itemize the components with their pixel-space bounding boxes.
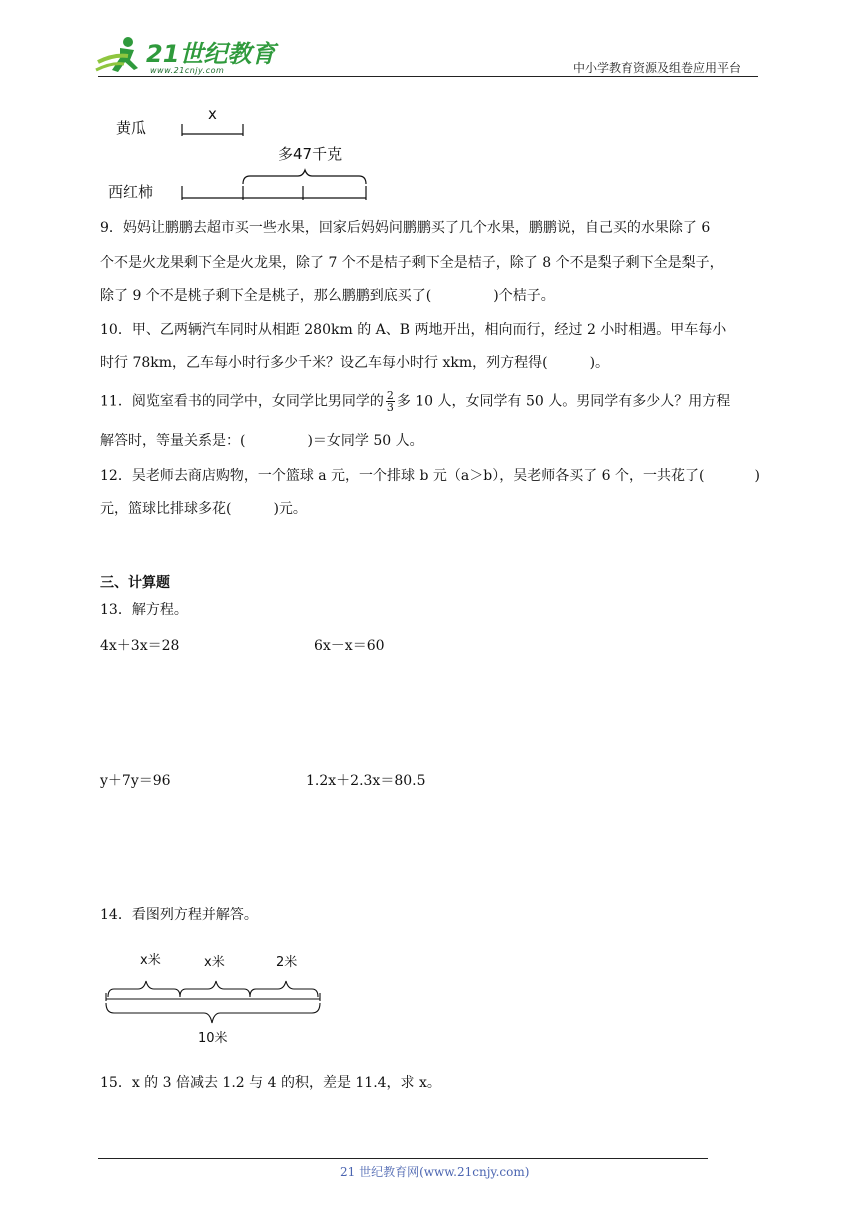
segment-braces bbox=[100, 945, 330, 1050]
logo-url-text: www.21cnjy.com bbox=[150, 66, 225, 75]
label-more-47kg: 多47千克 bbox=[278, 145, 343, 163]
question-12-line2-text: 元，篮球比排球多花( bbox=[100, 501, 232, 517]
header bbox=[0, 0, 860, 80]
equation-3: y＋7y＝96 bbox=[100, 773, 171, 789]
question-12-line2-end: )元。 bbox=[273, 501, 307, 517]
label-seg3-2-meters: 2米 bbox=[276, 955, 298, 970]
segment-lines bbox=[100, 100, 400, 205]
label-seg1-x-meters: x米 bbox=[140, 953, 161, 968]
question-10-line1: 10．甲、乙两辆汽车同时从相距 280km 的 A、B 两地开出，相向而行，经过 2 小时相遇。甲车每小 bbox=[100, 322, 727, 338]
question-12-line1-text: 12．吴老师去商店购物，一个篮球 a 元，一个排球 b 元（a＞b），吴老师各买了 6 个，一共花了( bbox=[100, 468, 705, 484]
label-cucumber: 黄瓜 bbox=[116, 119, 147, 137]
question-9-line1: 9．妈妈让鹏鹏去超市买一些水果，回家后妈妈问鹏鹏买了几个水果，鹏鹏说，自己买的水果除了 6 bbox=[100, 220, 711, 236]
equation-4: 1.2x＋2.3x＝80.5 bbox=[306, 773, 426, 789]
question-9-line3-end: )个桔子。 bbox=[493, 288, 555, 304]
question-13-prompt: 13．解方程。 bbox=[100, 602, 188, 618]
question-12-line2 bbox=[100, 499, 307, 519]
equation-1: 4x＋3x＝28 bbox=[100, 638, 180, 654]
question-12-line1 bbox=[100, 466, 760, 486]
label-seg2-x-meters: x米 bbox=[204, 955, 225, 970]
question-10-line2 bbox=[100, 353, 609, 373]
question-11-line1-rest: 多 10 人，女同学有 50 人。男同学有多少人？用方程 bbox=[396, 393, 731, 410]
question-9-line3-text: 除了 9 个不是桃子剩下全是桃子，那么鹏鹏到底买了( bbox=[100, 288, 432, 304]
footer-text: 21 世纪教育网(www.21cnjy.com) bbox=[340, 1165, 530, 1179]
section-title-calculation: 三、计算题 bbox=[100, 575, 170, 591]
header-divider bbox=[98, 76, 758, 77]
header-tagline: 中小学教育资源及组卷应用平台 bbox=[573, 61, 742, 75]
question-10-line2-text: 时行 78km，乙车每小时行多少千米？设乙车每小时行 xkm，列方程得( bbox=[100, 355, 548, 371]
question-15-prompt: 15．x 的 3 倍减去 1.2 与 4 的积，差是 11.4，求 x。 bbox=[100, 1075, 441, 1091]
fraction-denominator: 3 bbox=[386, 401, 394, 414]
label-x: x bbox=[208, 105, 217, 123]
question-11-line1 bbox=[100, 390, 730, 413]
footer-divider bbox=[98, 1158, 708, 1159]
segment-diagram-10m bbox=[100, 945, 330, 1050]
question-9-line2: 个不是火龙果剩下全是火龙果，除了 7 个不是桔子剩下全是桔子，除了 8 个不是梨子剩下全是梨子， bbox=[100, 255, 724, 271]
question-10-line2-end: )。 bbox=[589, 355, 610, 371]
question-11-line2 bbox=[100, 431, 424, 451]
question-11-line1-text: 11．阅览室看书的同学中，女同学比男同学的 bbox=[100, 393, 384, 410]
question-9-line3 bbox=[100, 286, 555, 306]
segment-diagram-vegetables bbox=[100, 100, 400, 205]
label-total-10-meters: 10米 bbox=[198, 1031, 228, 1046]
question-11-line2-text: 解答时，等量关系是：( bbox=[100, 433, 246, 449]
logo-runner-icon bbox=[94, 36, 152, 76]
question-14-prompt: 14．看图列方程并解答。 bbox=[100, 907, 258, 923]
fraction-two-thirds bbox=[386, 390, 395, 413]
equation-2: 6x－x＝60 bbox=[314, 638, 385, 654]
label-tomato: 西红柿 bbox=[108, 183, 154, 201]
fraction-numerator: 2 bbox=[386, 389, 394, 402]
question-12-line1-end: ) bbox=[754, 468, 760, 484]
logo-main-text: 21世纪教育 bbox=[146, 40, 276, 68]
question-11-line2-end: )＝女同学 50 人。 bbox=[307, 433, 424, 449]
